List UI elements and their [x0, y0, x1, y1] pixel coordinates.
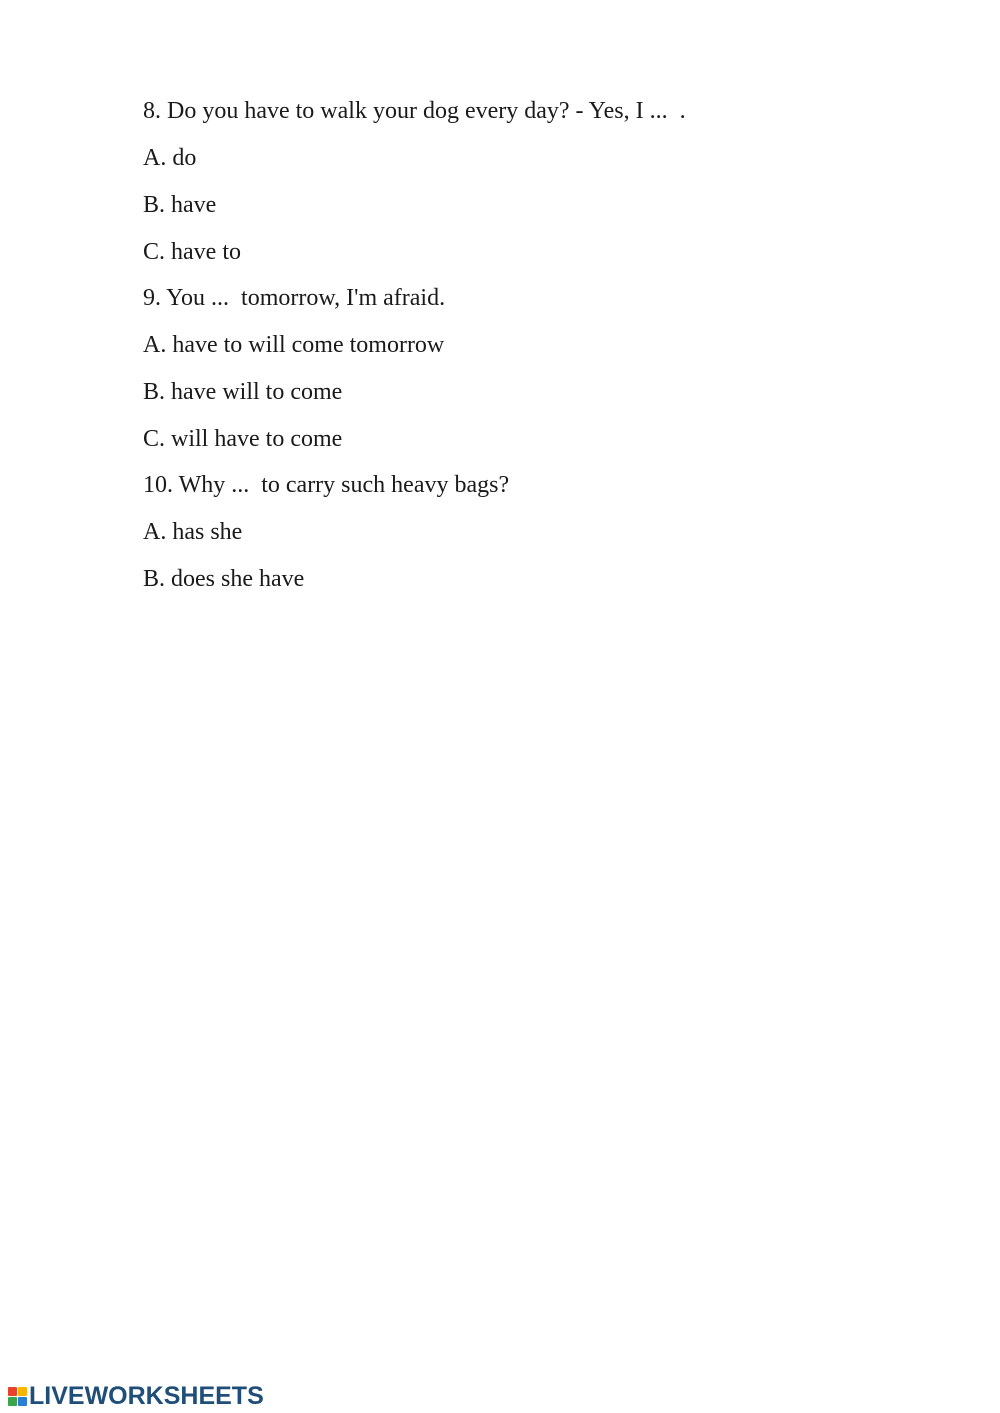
question-9-option-c: C. will have to come: [143, 426, 343, 452]
question-8-option-c: C. have to: [143, 239, 241, 265]
logo-block-yellow: [18, 1387, 27, 1396]
question-10-option-a: A. has she: [143, 519, 243, 545]
question-9-prompt: 9. You ... tomorrow, I'm afraid.: [143, 285, 446, 311]
question-10-prompt: 10. Why ... to carry such heavy bags?: [143, 472, 510, 498]
logo-blocks-icon: [8, 1387, 27, 1406]
logo-block-green: [8, 1397, 17, 1406]
question-9-option-b: B. have will to come: [143, 379, 343, 405]
question-10-option-b: B. does she have: [143, 566, 305, 592]
question-8-option-a: A. do: [143, 145, 197, 171]
question-9-option-a: A. have to will come tomorrow: [143, 332, 445, 358]
logo-text: LIVEWORKSHEETS: [29, 1382, 264, 1410]
logo-block-red: [8, 1387, 17, 1396]
question-8-option-b: B. have: [143, 192, 217, 218]
logo-block-blue: [18, 1397, 27, 1406]
question-8-prompt: 8. Do you have to walk your dog every day? - Yes, I ... .: [143, 98, 686, 124]
liveworksheets-logo: [8, 1382, 264, 1410]
